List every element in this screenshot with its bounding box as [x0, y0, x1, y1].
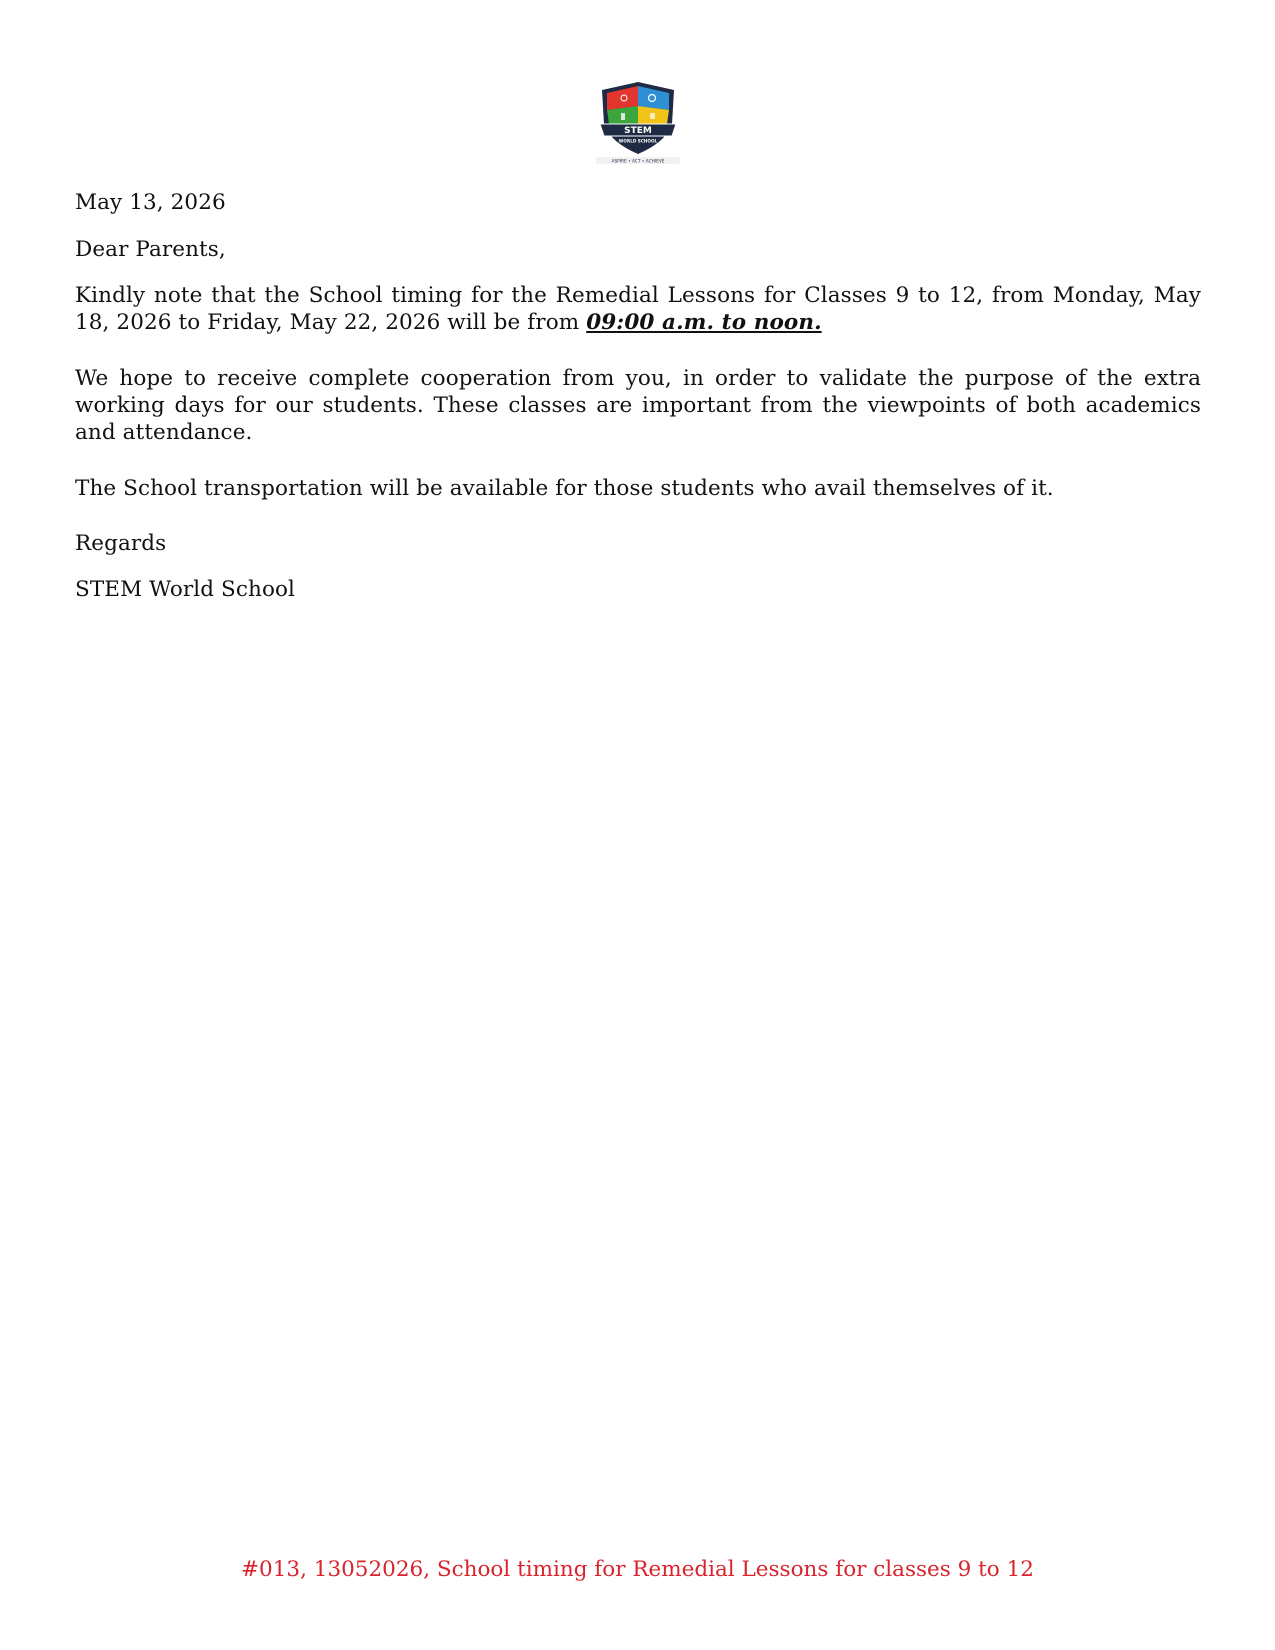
letter-date: May 13, 2026	[75, 190, 226, 215]
salutation: Dear Parents,	[75, 237, 226, 262]
stem-shield-icon	[596, 80, 680, 166]
cooperation-paragraph: We hope to receive complete cooperation from you, in order to validate the purpose of the extra working days for our students. These classes are important from the viewpoints of both academics and attendance.	[75, 366, 1201, 445]
school-logo	[596, 80, 680, 166]
logo-tagline: ASPIRE • ACT • ACHIEVE	[611, 159, 665, 165]
logo-subtext: WORLD SCHOOL	[618, 138, 658, 144]
timing-emphasis: 09:00 a.m. to noon.	[586, 310, 822, 335]
closing: Regards	[75, 531, 167, 556]
logo-wordmark: STEM	[624, 126, 652, 136]
timing-paragraph-text: Kindly note that the School timing for the Remedial Lessons for Classes 9 to 12, from Monday, May 18, 2026 to Friday, May 22, 2026 will be from	[75, 283, 1201, 335]
footer-reference: #013, 13052026, School timing for Remedial Lessons for classes 9 to 12	[241, 1557, 1034, 1582]
timing-paragraph	[75, 282, 1201, 336]
transportation-paragraph: The School transportation will be available for those students who avail themselves of it.	[75, 476, 1054, 501]
signature: STEM World School	[75, 577, 296, 602]
